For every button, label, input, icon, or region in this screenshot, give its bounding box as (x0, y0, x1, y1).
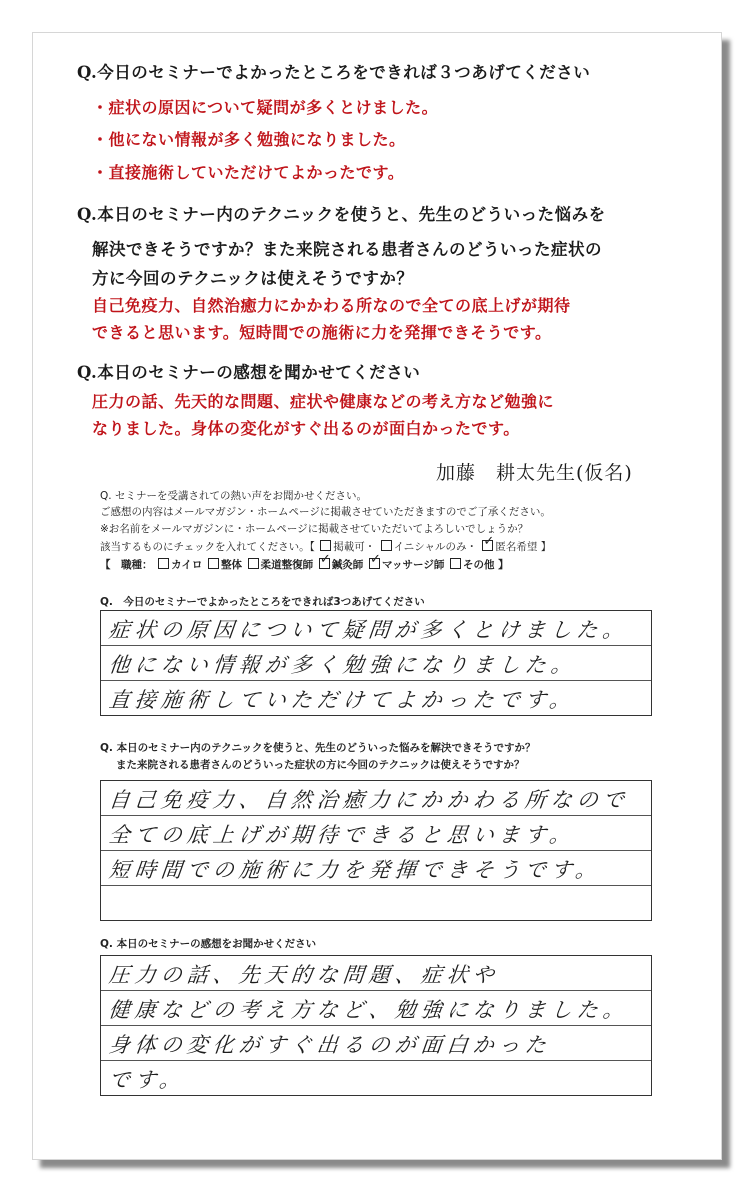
job-end: 】 (498, 559, 509, 571)
form-answer-line (101, 816, 651, 851)
form-answer-box-2 (100, 780, 652, 921)
form-answer-line (101, 1061, 651, 1095)
form-answer-box-3 (100, 955, 652, 1096)
handwritten-text: 自己免疫力、自然治癒力にかかわる所なので (107, 788, 631, 812)
q2-answer-2: できると思います。短時間での施術に力を発揮できそうです。 (92, 323, 552, 342)
form-answer-line (101, 851, 651, 886)
consent-label: 該当するものにチェックを入れてください。【 (100, 541, 315, 553)
q1-answer-2: ・他にない情報が多く勉強になりました。 (92, 130, 406, 149)
job-option-chiro: カイロ (171, 559, 203, 571)
job-option-judo: 柔道整復師 (260, 559, 314, 571)
q1-answer-3: ・直接施術していただけてよかったです。 (92, 163, 405, 182)
form-answer-line (101, 956, 651, 991)
job-option-seitai: 整体 (221, 559, 242, 571)
consent-checkbox-initials (381, 540, 392, 551)
question-2-line-2: 解決できそうですか？また来院される患者さんのどういった症状の (92, 240, 602, 259)
form-question-3: Q. 本日のセミナーの感想をお聞かせください (100, 938, 317, 950)
form-answer-line (101, 886, 651, 920)
job-checkbox-seitai (208, 558, 219, 569)
form-answer-line (101, 991, 651, 1026)
question-2-line-1: Q.本日のセミナー内のテクニックを使うと、先生のどういった悩みを (77, 205, 606, 224)
consent-option-anonymous: 匿名希望 (495, 541, 538, 553)
job-option-acupuncture: 鍼灸師 (331, 559, 364, 571)
q2-answer-1: 自己免疫力、自然治癒力にかかわる所なので全ての底上げが期待 (92, 296, 571, 315)
form-intro-3: ※お名前をメールマガジンに・ホームページに掲載させていただいてよろしいでしょうか？ (100, 523, 529, 535)
job-option-massage: マッサージ師 (381, 559, 445, 571)
job-row (100, 557, 509, 572)
consent-checkbox-public (320, 540, 331, 551)
form-answer-line (101, 646, 651, 681)
q3-answer-1: 圧力の話、先天的な問題、症状や健康などの考え方など勉強に (92, 392, 555, 411)
form-question-2-line-1: Q. 本日のセミナー内のテクニックを使うと、先生のどういった悩みを解決できそうですか？ (100, 742, 536, 754)
handwritten-text: 健康などの考え方など、勉強になりました。 (107, 998, 631, 1022)
question-3: Q.本日のセミナーの感想を聞かせてください (77, 363, 421, 382)
form-answer-box-1 (100, 610, 652, 716)
handwritten-text: 身体の変化がすぐ出るのが面白かった (107, 1033, 553, 1057)
handwritten-text: 短時間での施術に力を発揮できそうです。 (107, 858, 603, 882)
q1-answer-1: ・症状の原因について疑問が多くとけました。 (92, 98, 439, 117)
job-checkbox-judo (248, 558, 259, 569)
consent-option-public: 掲載可・ (333, 541, 376, 553)
handwritten-text: 全ての底上げが期待できると思います。 (107, 823, 577, 847)
consent-checkbox-anonymous (482, 540, 493, 551)
q3-answer-2: なりました。身体の変化がすぐ出るのが面白かったです。 (92, 419, 520, 438)
job-option-other: その他 (463, 559, 495, 571)
form-answer-line (101, 611, 651, 646)
handwritten-text: 圧力の話、先天的な問題、症状や (107, 963, 501, 987)
question-1: Q.今日のセミナーでよかったところをできれば３つあげてください (77, 63, 591, 82)
handwritten-text: 直接施術していただけてよかったです。 (107, 688, 577, 712)
job-checkbox-acupuncture (319, 558, 330, 569)
question-2-line-3: 方に今回のテクニックは使えそうですか？ (92, 269, 414, 288)
form-intro-1: Q. セミナーを受講されての熱い声をお聞かせください。 (100, 490, 367, 502)
job-label: 【 職種： (100, 559, 153, 571)
form-answer-line (101, 681, 651, 715)
handwritten-text: です。 (107, 1068, 187, 1092)
handwritten-text: 症状の原因について疑問が多くとけました。 (107, 618, 630, 642)
form-question-1: Q. 今日のセミナーでよかったところをできれば3つあげてください (100, 596, 425, 608)
form-answer-line (101, 781, 651, 816)
form-intro-2: ご感想の内容はメールマガジン・ホームページに掲載させていただきますのでご了承ください。 (100, 506, 551, 518)
job-checkbox-chiro (158, 558, 169, 569)
consent-end: 】 (540, 541, 552, 553)
consent-option-initials: イニシャルのみ・ (393, 541, 477, 553)
respondent-name: 加藤 耕太先生(仮名) (436, 462, 633, 484)
job-checkbox-massage (369, 558, 380, 569)
form-answer-line (101, 1026, 651, 1061)
form-question-2-line-2: また来院される患者さんのどういった症状の方に今回のテクニックは使えそうですか？ (116, 759, 525, 771)
handwritten-text: 他にない情報が多く勉強になりました。 (107, 653, 579, 677)
job-checkbox-other (450, 558, 461, 569)
